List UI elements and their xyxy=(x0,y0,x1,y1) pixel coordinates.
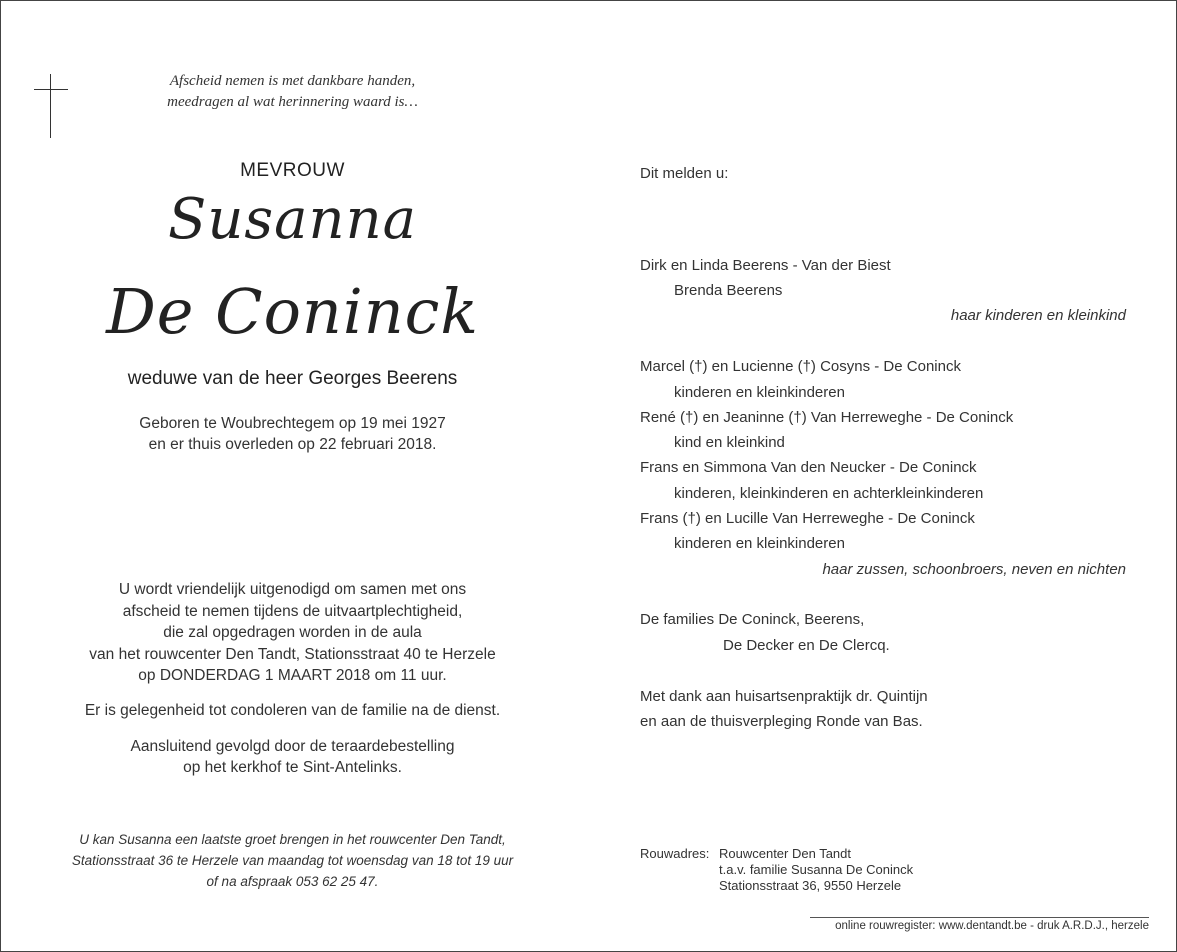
family-sub: Brenda Beerens xyxy=(674,282,783,299)
born-line: Geboren te Woubrechtegem op 19 mei 1927 xyxy=(139,415,446,432)
invitation-line: U wordt vriendelijk uitgenodigd om samen met ons xyxy=(118,581,467,598)
address-label: Rouwadres: xyxy=(640,846,710,861)
footer-divider xyxy=(810,917,1149,918)
family-note: haar kinderen en kleinkind xyxy=(950,307,1126,324)
visit-line: Stationsstraat 36 te Herzele van maandag tot woensdag van 18 tot 19 uur xyxy=(71,853,514,868)
opening-quote xyxy=(40,71,545,113)
visit-line: of na afspraak 053 62 25 47. xyxy=(206,874,379,889)
last-name: De Coninck xyxy=(106,275,479,348)
address-line: Rouwcenter Den Tandt xyxy=(719,846,852,861)
widow-of: weduwe van de heer Georges Beerens xyxy=(127,368,458,389)
visit-info xyxy=(40,829,545,892)
family-sub: kinderen, kleinkinderen en achterkleinkinderen xyxy=(674,485,984,502)
family-main: Dirk en Linda Beerens - Van der Biest xyxy=(640,257,891,274)
address-line: Stationsstraat 36, 9550 Herzele xyxy=(719,878,902,893)
condolence-note: Er is gelegenheid tot condoleren van de familie na de dienst. xyxy=(84,702,501,719)
announce: Dit melden u: xyxy=(640,165,729,182)
invitation-line: die zal opgedragen worden in de aula xyxy=(163,624,422,641)
visit-line: U kan Susanna een laatste groet brengen in het rouwcenter Den Tandt, xyxy=(79,832,506,847)
family-main: Frans en Simmona Van den Neucker - De Coninck xyxy=(640,459,977,476)
family-main: Frans (†) en Lucille Van Herreweghe - De Coninck xyxy=(640,510,975,527)
family-sub: kind en kleinkind xyxy=(674,434,785,451)
footer-credits: online rouwregister: www.dentandt.be - druk A.R.D.J., herzele xyxy=(835,920,1149,932)
birth-death xyxy=(40,413,545,455)
families-line: De Decker en De Clercq. xyxy=(723,637,890,654)
burial-line: op het kerkhof te Sint-Antelinks. xyxy=(183,759,402,776)
burial-note xyxy=(40,736,545,778)
burial-line: Aansluitend gevolgd door de teraardebestelling xyxy=(130,738,455,755)
address-line: t.a.v. familie Susanna De Coninck xyxy=(719,862,914,877)
thanks-line: en aan de thuisverpleging Ronde van Bas. xyxy=(640,713,923,730)
family-main: Marcel (†) en Lucienne (†) Cosyns - De Coninck xyxy=(640,358,961,375)
first-name: Susanna xyxy=(167,187,418,252)
quote-line: meedragen al wat herinnering waard is… xyxy=(167,94,418,110)
quote-line: Afscheid nemen is met dankbare handen, xyxy=(169,73,416,89)
family-sub: kinderen en kleinkinderen xyxy=(674,535,845,552)
invitation xyxy=(40,579,545,687)
invitation-line: afscheid te nemen tijdens de uitvaartplechtigheid, xyxy=(122,602,463,620)
title-mevrouw: MEVROUW xyxy=(240,160,345,181)
family-note: haar zussen, schoonbroers, neven en nichten xyxy=(822,561,1126,578)
families-line: De families De Coninck, Beerens, xyxy=(640,611,865,628)
family-sub: kinderen en kleinkinderen xyxy=(674,384,845,401)
family-main: René (†) en Jeaninne (†) Van Herreweghe - De Coninck xyxy=(640,409,1014,426)
died-line: en er thuis overleden op 22 februari 2018. xyxy=(148,436,437,453)
thanks-line: Met dank aan huisartsenpraktijk dr. Quintijn xyxy=(640,688,928,705)
invitation-line: van het rouwcenter Den Tandt, Stationsstraat 40 te Herzele xyxy=(89,645,496,663)
address-lines xyxy=(719,846,913,894)
invitation-line: op DONDERDAG 1 MAART 2018 om 11 uur. xyxy=(138,667,447,684)
family-column xyxy=(640,0,1126,952)
